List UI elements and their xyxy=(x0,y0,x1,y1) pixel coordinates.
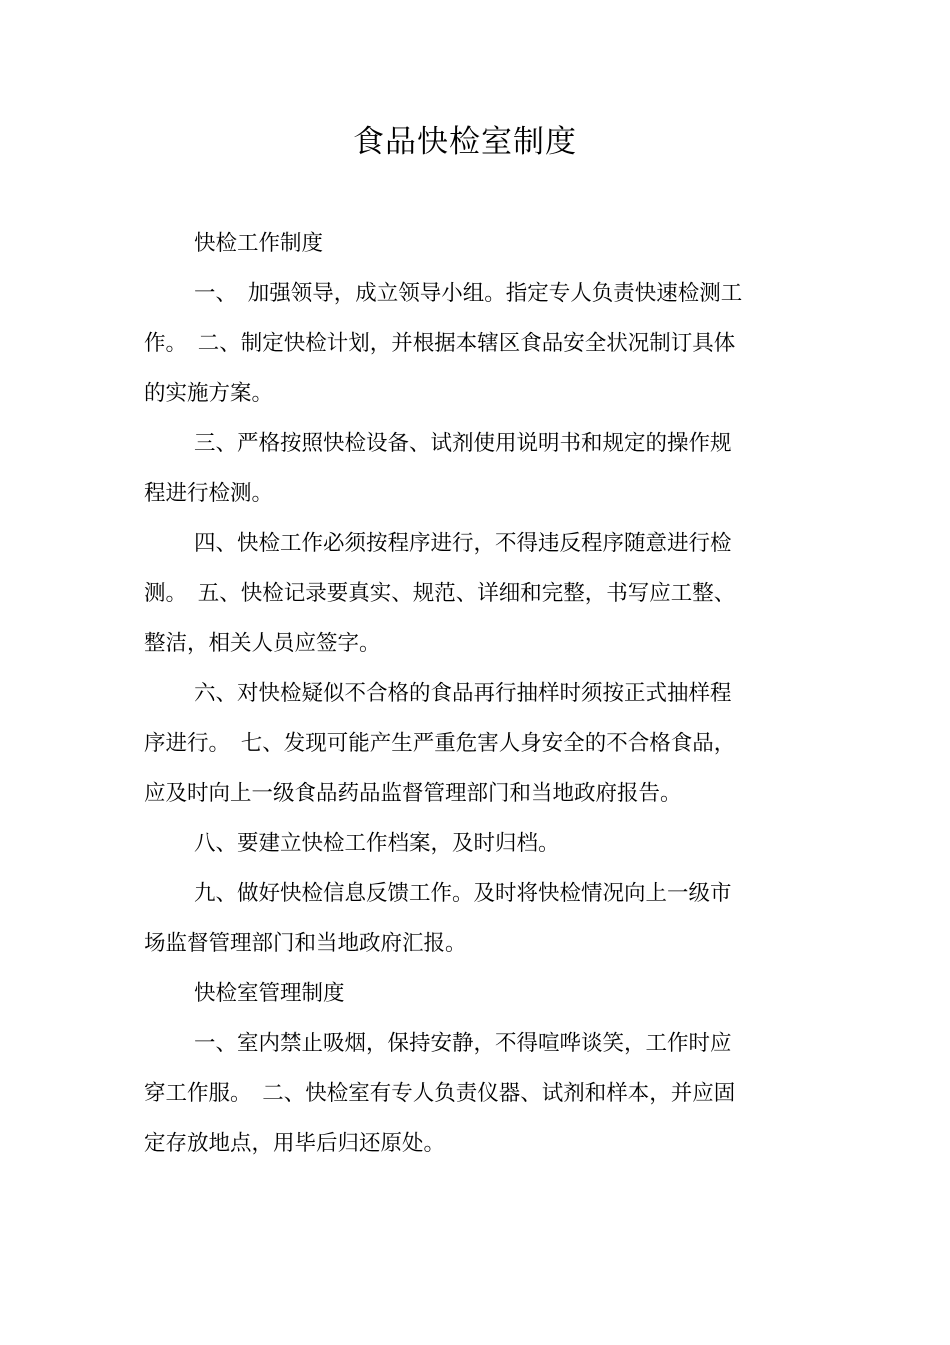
document-body xyxy=(144,219,744,1169)
paragraph: 一、 加强领导，成立领导小组。指定专人负责快速检测工作。 二、制定快检计划，并根据本辖区食品安全状况制订具体的实施方案。 xyxy=(144,281,743,406)
paragraph: 一、室内禁止吸烟，保持安静，不得喧哗谈笑，工作时应穿工作服。 二、快检室有专人负责仪器、试剂和样本，并应固定存放地点，用毕后归还原处。 xyxy=(144,1031,736,1156)
paragraph: 四、快检工作必须按程序进行，不得违反程序随意进行检测。 五、快检记录要真实、规范、详细和完整，书写应工整、整洁，相关人员应签字。 xyxy=(144,531,736,656)
paragraph: 三、严格按照快检设备、试剂使用说明书和规定的操作规程进行检测。 xyxy=(144,431,732,506)
paragraph: 六、对快检疑似不合格的食品再行抽样时须按正式抽样程序进行。 七、发现可能产生严重危害人身安全的不合格食品，应及时向上一级食品药品监督管理部门和当地政府报告。 xyxy=(144,681,736,806)
section-heading-work-rules: 快检工作制度 xyxy=(194,231,324,256)
document-title: 食品快检室制度 xyxy=(353,124,577,160)
paragraph: 九、做好快检信息反馈工作。及时将快检情况向上一级市场监督管理部门和当地政府汇报。 xyxy=(144,881,732,956)
section-heading-room-rules: 快检室管理制度 xyxy=(194,981,345,1006)
paragraph: 八、要建立快检工作档案，及时归档。 xyxy=(194,831,560,856)
